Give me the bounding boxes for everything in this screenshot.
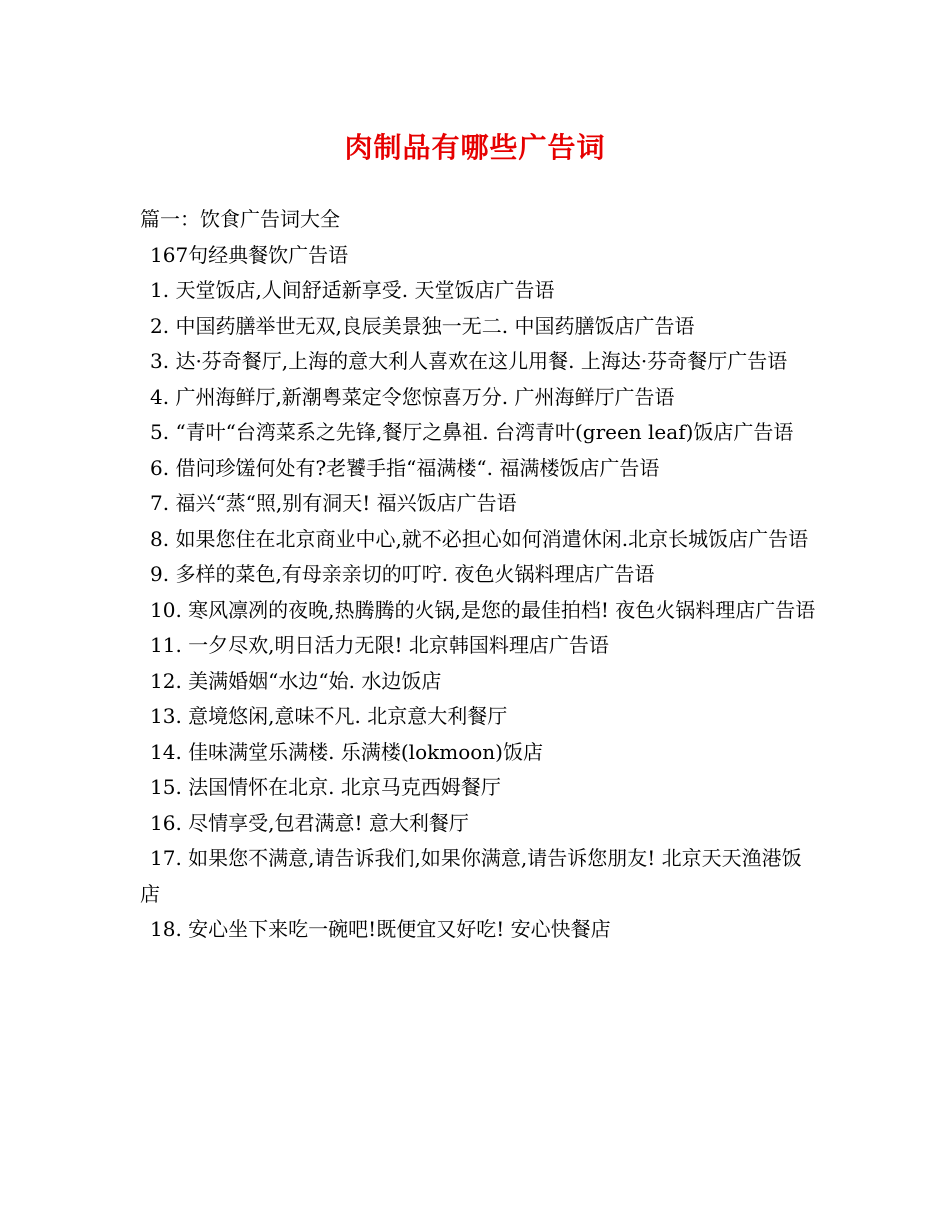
- list-item: 3. 达·芬奇餐厅,上海的意大利人喜欢在这儿用餐. 上海达·芬奇餐厅广告语: [150, 349, 788, 373]
- document-body: [140, 202, 820, 948]
- list-item: 15. 法国情怀在北京. 北京马克西姆餐厅: [150, 775, 501, 799]
- list-item: 16. 尽情享受,包君满意! 意大利餐厅: [150, 810, 469, 835]
- list-item: 17. 如果您不满意,请告诉我们,如果你满意,请告诉您朋友! 北京天天渔港饭店: [140, 846, 802, 906]
- list-item: 1. 天堂饭店,人间舒适新享受. 天堂饭店广告语: [150, 278, 555, 302]
- list-item: 2. 中国药膳举世无双,良辰美景独一无二. 中国药膳饭店广告语: [150, 313, 695, 338]
- list-item: 8. 如果您住在北京商业中心,就不必担心如何消遣休闲.北京长城饭店广告语: [150, 526, 809, 551]
- subheading: 167句经典餐饮广告语: [150, 242, 349, 267]
- list-item: 5. “青叶“台湾菜系之先锋,餐厅之鼻祖. 台湾青叶(green leaf)饭店广告语: [150, 420, 794, 444]
- list-item: 18. 安心坐下来吃一碗吧!既便宜又好吃! 安心快餐店: [150, 917, 611, 941]
- list-item: 7. 福兴“蒸“照,别有洞天! 福兴饭店广告语: [150, 491, 517, 515]
- list-item: 14. 佳味满堂乐满楼. 乐满楼(lokmoon)饭店: [150, 739, 543, 764]
- list-item: 9. 多样的菜色,有母亲亲切的叮咛. 夜色火锅料理店广告语: [150, 562, 655, 586]
- list-item: 4. 广州海鲜厅,新潮粤菜定令您惊喜万分. 广州海鲜厅广告语: [150, 384, 675, 409]
- list-item: 12. 美满婚姻“水边“始. 水边饭店: [150, 668, 442, 693]
- list-item: 10. 寒风凛冽的夜晚,热腾腾的火锅,是您的最佳拍档! 夜色火锅料理店广告语: [150, 597, 816, 622]
- document-title: 肉制品有哪些广告词: [344, 131, 606, 164]
- section-heading: 篇一：饮食广告词大全: [140, 207, 340, 231]
- list-item: 11. 一夕尽欢,明日活力无限! 北京韩国料理店广告语: [150, 633, 609, 657]
- list-item: 6. 借问珍馐何处有?老饕手指“福满楼“. 福满楼饭店广告语: [150, 455, 660, 480]
- list-item: 13. 意境悠闲,意味不凡. 北京意大利餐厅: [150, 704, 508, 728]
